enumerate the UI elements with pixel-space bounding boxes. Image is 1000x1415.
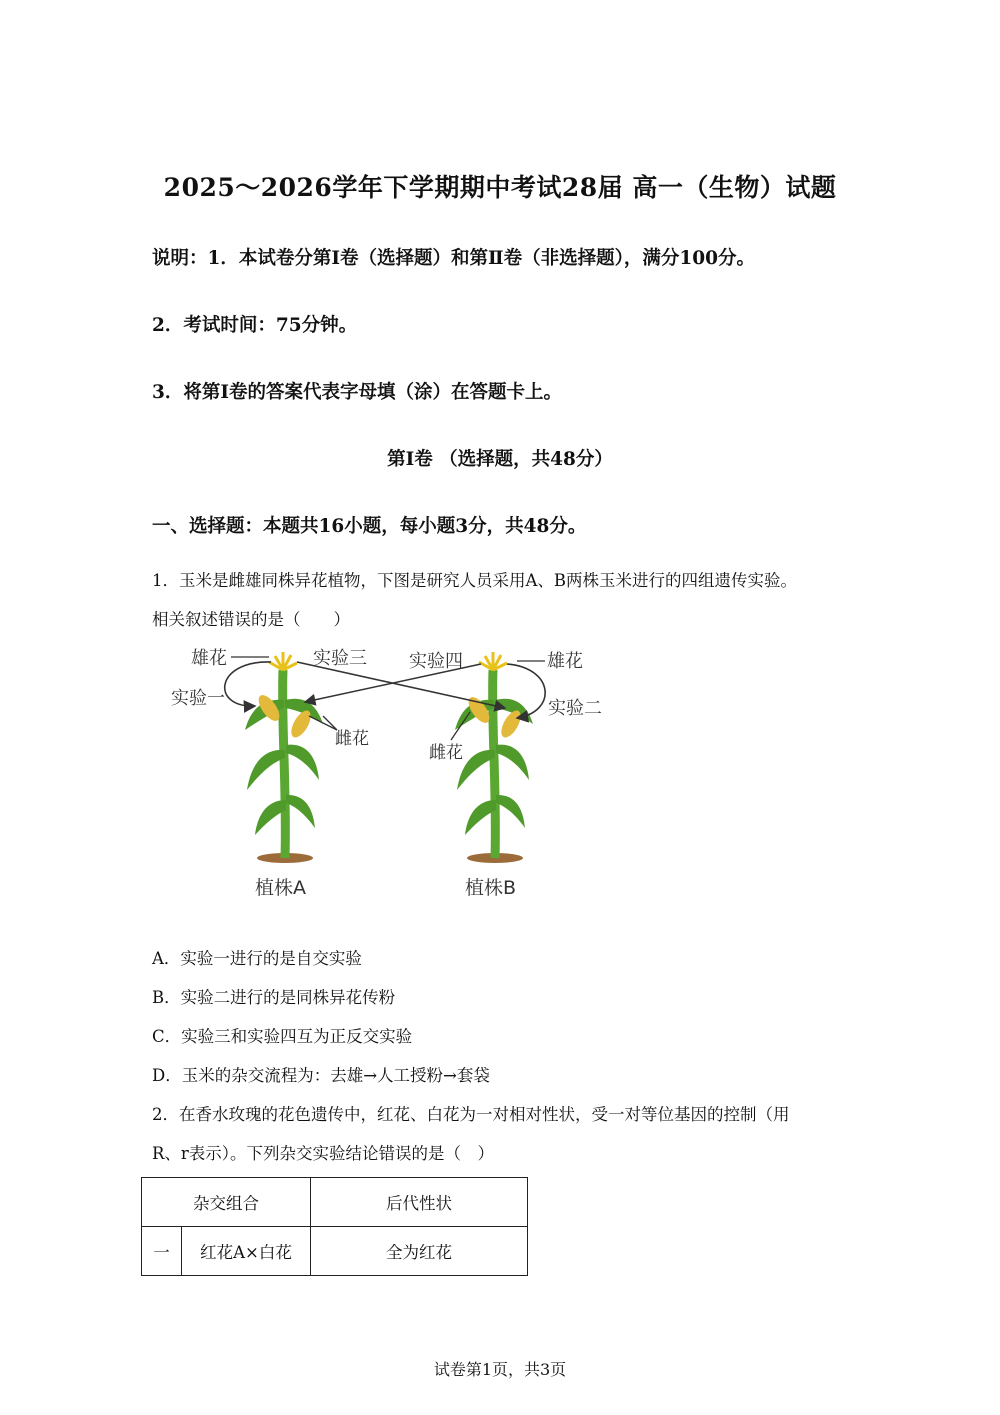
instruction-2: 2．考试时间：75分钟。: [152, 315, 358, 336]
q1-stem-line1: 1．玉米是雌雄同株异花植物，下图是研究人员采用A、B两株玉米进行的四组遗传实验。: [152, 571, 798, 590]
label-male-flower-b: 雄花: [547, 651, 583, 672]
q1-option-c: C．实验三和实验四互为正反交实验: [152, 1027, 413, 1046]
q2-stem-line2: R、r表示）。下列杂交实验结论错误的是（ ）: [152, 1144, 495, 1163]
plant-a-drawing: [245, 652, 323, 863]
cross-results-table: [141, 1177, 528, 1276]
q1-option-b: B．实验二进行的是同株异花传粉: [152, 988, 396, 1007]
exam-title: 2025～2026学年下学期期中考试28届 高一（生物）试题: [163, 173, 837, 202]
plant-b-drawing: [455, 652, 533, 863]
row-index: 一: [142, 1227, 182, 1276]
label-plant-a: 植株A: [255, 877, 306, 899]
label-experiment-4: 实验四: [409, 651, 463, 672]
row-offspring: 全为红花: [311, 1227, 528, 1276]
label-female-flower-b: 雌花: [429, 743, 463, 763]
label-plant-b: 植株B: [465, 877, 517, 899]
label-experiment-2: 实验二: [548, 698, 602, 719]
label-experiment-1: 实验一: [171, 688, 225, 709]
part-heading: 一、选择题：本题共16小题，每小题3分，共48分。: [152, 516, 587, 537]
section-heading: 第Ⅰ卷 （选择题，共48分）: [387, 449, 613, 470]
corn-experiment-figure: [165, 640, 625, 910]
row-cross: 红花A×白花: [182, 1227, 311, 1276]
header-cross-combination: 杂交组合: [142, 1178, 311, 1227]
instruction-3: 3．将第Ⅰ卷的答案代表字母填（涂）在答题卡上。: [152, 382, 563, 403]
label-male-flower-a: 雄花: [191, 648, 227, 669]
q1-stem-line2: 相关叙述错误的是（ ）: [152, 610, 350, 629]
header-offspring-trait: 后代性状: [311, 1178, 528, 1227]
q1-option-a: A．实验一进行的是自交实验: [152, 949, 362, 968]
table-header-row: [142, 1178, 528, 1227]
label-experiment-3: 实验三: [313, 648, 367, 669]
q1-option-d: D．玉米的杂交流程为：去雄→人工授粉→套袋: [152, 1066, 490, 1085]
page-footer: 试卷第1页，共3页: [433, 1360, 567, 1379]
instruction-1: 说明：1．本试卷分第Ⅰ卷（选择题）和第Ⅱ卷（非选择题），满分100分。: [152, 248, 755, 269]
label-female-flower-a: 雌花: [335, 729, 369, 749]
table-row: [142, 1227, 528, 1276]
q2-stem-line1: 2．在香水玫瑰的花色遗传中，红花、白花为一对相对性状，受一对等位基因的控制（用: [152, 1105, 790, 1124]
